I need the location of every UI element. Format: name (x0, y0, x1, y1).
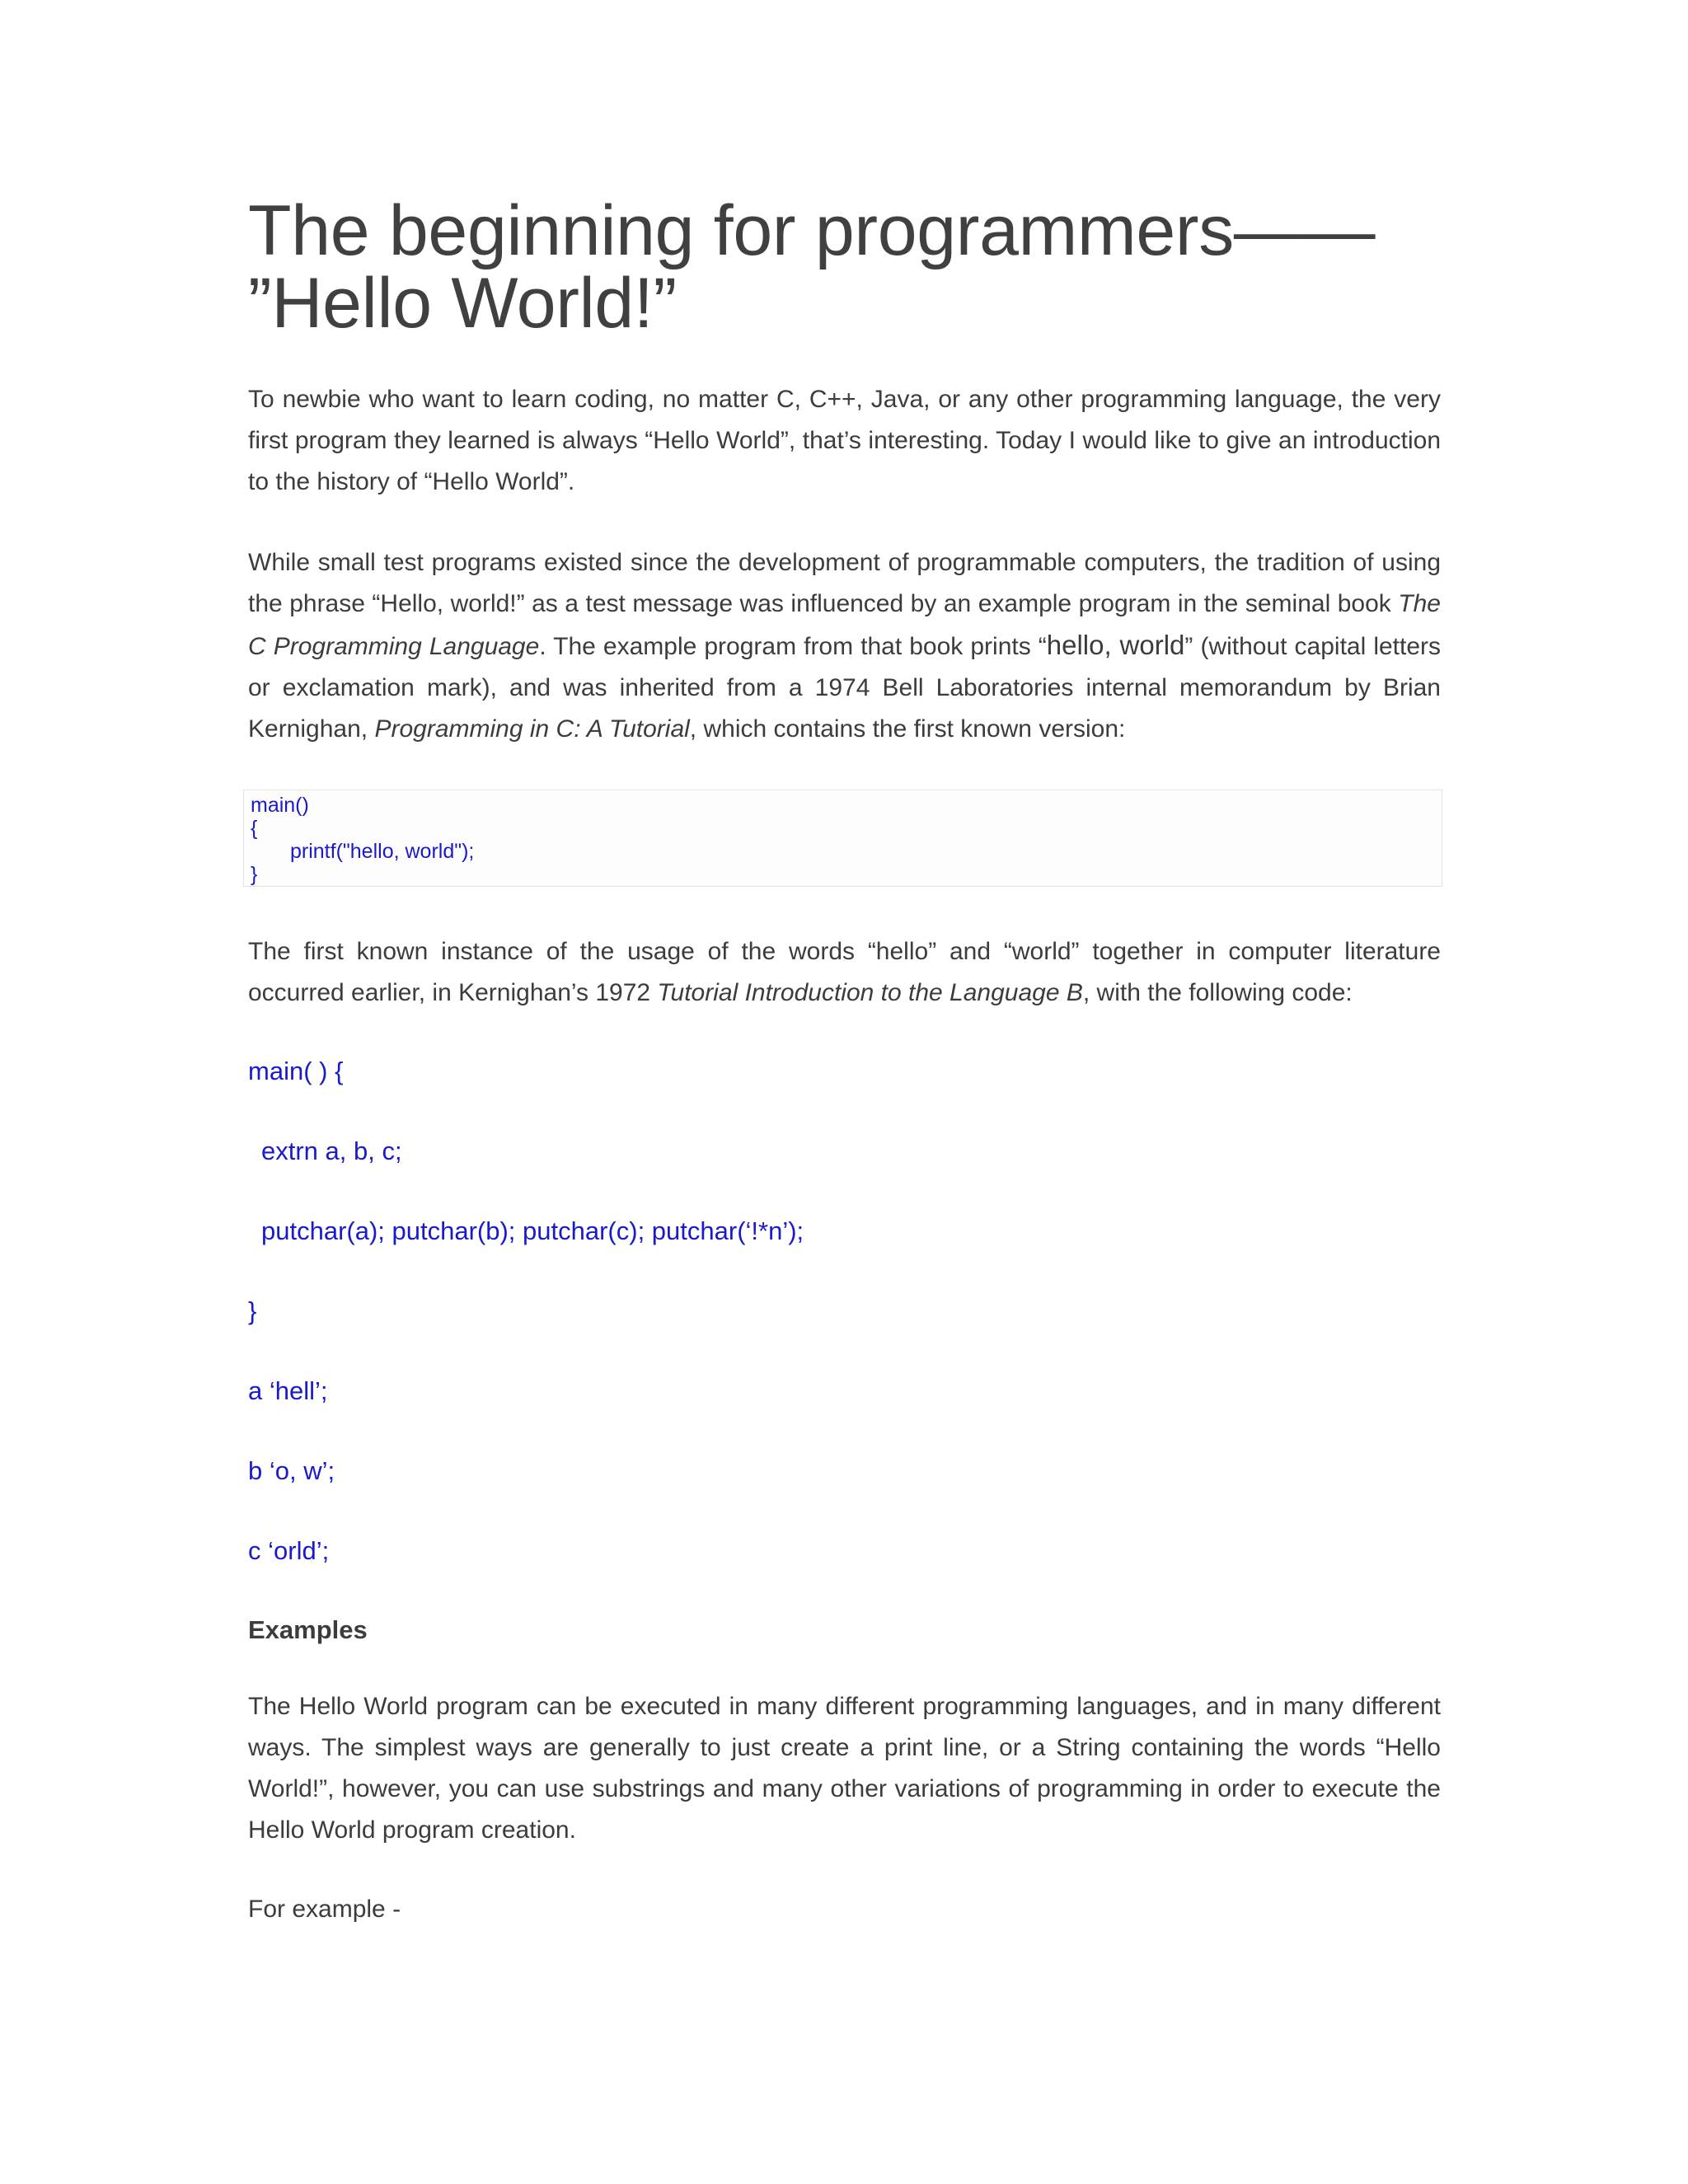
for-example-text: For example - (248, 1896, 401, 1923)
b-intro-text-2: , with the following code: (1082, 979, 1353, 1006)
b-code-line: a ‘hell’; (248, 1376, 328, 1405)
b-code-line: } (248, 1296, 257, 1325)
history-text-1: While small test programs existed since the development of programmable computers, the tradition of using the phrase “Hello, world!” as a test message was influenced by an example program in the seminal book (248, 549, 1441, 617)
title-line-1: The beginning for programmers—— (248, 191, 1376, 270)
document-page (248, 191, 1442, 1930)
history-text-4: , which contains the first known version: (689, 715, 1126, 743)
book-title-language-b: Tutorial Introduction to the Language B (657, 979, 1083, 1006)
intro-paragraph: To newbie who want to learn coding, no matter C, C++, Java, or any other programming language, the very first program they learned is always “Hello World”, that’s interesting. Today I would like to give an introduction to the history of “Hello World”. (248, 386, 1441, 495)
b-code-line: main( ) { (248, 1057, 344, 1085)
b-language-paragraph (248, 931, 1441, 1014)
title-line-2: ”Hello World!” (248, 264, 677, 343)
b-code-line: putchar(a); putchar(b); putchar(c); putchar(‘!*n’); (261, 1216, 804, 1245)
history-text-2: . The example program from that book prints “ (539, 633, 1047, 660)
b-code-line: c ‘orld’; (248, 1536, 330, 1565)
b-code-line: extrn a, b, c; (261, 1137, 402, 1165)
code-line: { (251, 817, 258, 840)
examples-paragraph: The Hello World program can be executed in many different programming languages, and in many different ways. The simplest ways are generally to just create a print line, or a String containing the words “Hello World!”, however, you can use substrings and many other variations of programming in order to execute the Hello World program creation. (248, 1693, 1441, 1844)
book-title-c-programming-language: The C Programming Language (248, 590, 1441, 660)
history-paragraph (248, 542, 1441, 750)
book-title-programming-in-c: Programming in C: A Tutorial (374, 715, 690, 743)
code-line: main() (251, 794, 309, 817)
page-title (248, 191, 1441, 343)
hello-world-quote: hello, world (1046, 630, 1185, 660)
b-code-line: b ‘o, w’; (248, 1456, 335, 1485)
code-line: printf("hello, world"); (290, 840, 475, 863)
history-text-3: ” (without capital letters or exclamation mark), and was inherited from a 1974 Bell Laboratories internal memorandum by Brian Kernighan, (248, 633, 1442, 743)
c-code-block (243, 790, 1442, 887)
b-intro-text-1: The first known instance of the usage of the words “hello” and “world” together in computer literature occurred earlier, in Kernighan’s 1972 (248, 938, 1441, 1006)
examples-heading: Examples (248, 1615, 368, 1644)
code-line: } (251, 863, 258, 886)
